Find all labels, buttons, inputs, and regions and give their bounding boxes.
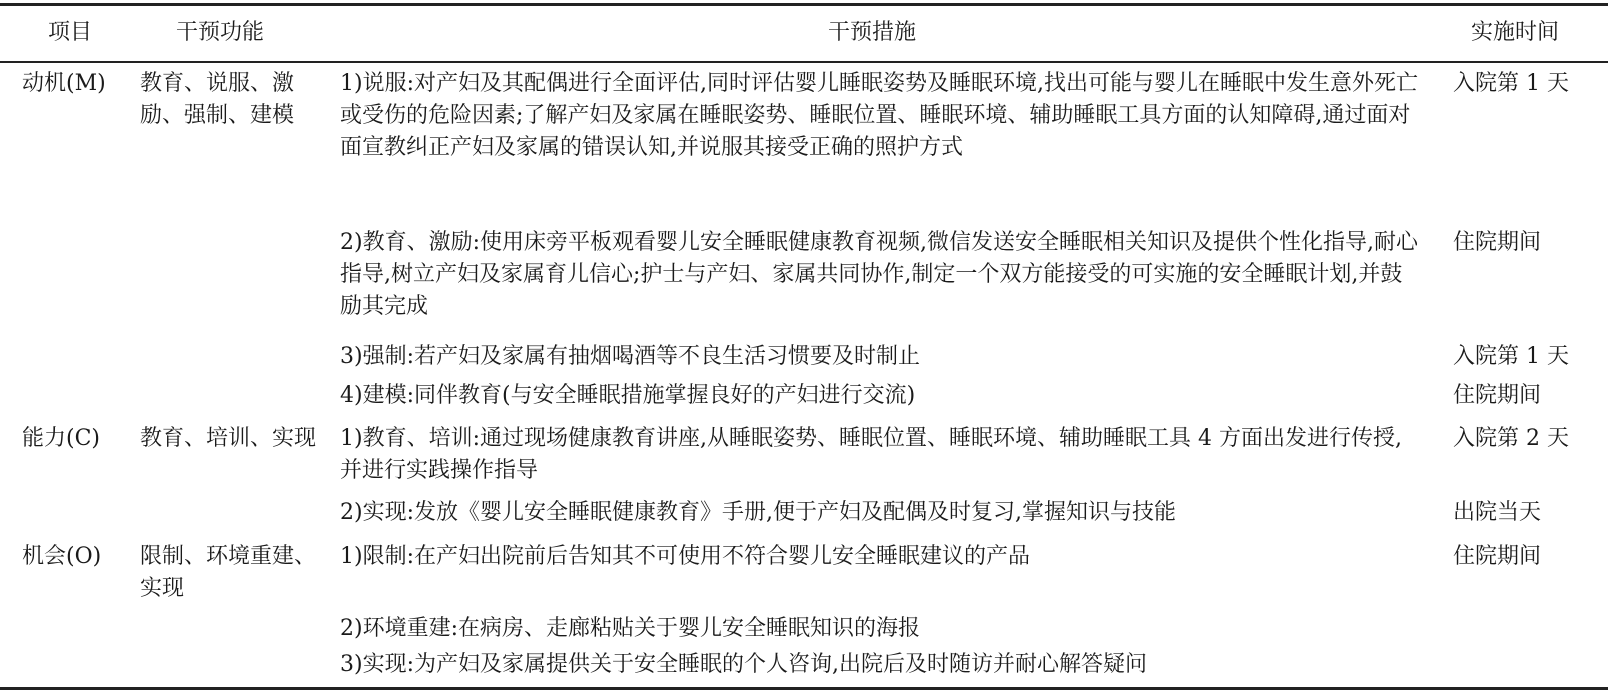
row-measure: 1)限制:在产妇出院前后告知其不可使用不符合婴儿安全睡眠建议的产品 bbox=[340, 544, 1030, 569]
row-measure: 1)教育、培训:通过现场健康教育讲座,从睡眠姿势、睡眠位置、睡眠环境、辅助睡眠工具 4 方面出发进行传授,并进行实践操作指导 bbox=[340, 426, 1402, 483]
table-top-rule bbox=[0, 3, 1608, 6]
row-measure: 3)强制:若产妇及家属有抽烟喝酒等不良生活习惯要及时制止 bbox=[340, 344, 920, 369]
row-item-capability: 能力(C) bbox=[22, 426, 100, 451]
row-function-line1: 教育、说服、激 bbox=[140, 71, 295, 96]
row-function: 教育、培训、实现 bbox=[140, 426, 317, 451]
row-measure: 4)建模:同伴教育(与安全睡眠措施掌握良好的产妇进行交流) bbox=[340, 383, 916, 408]
header-function: 干预功能 bbox=[176, 20, 265, 45]
row-function-line2: 实现 bbox=[140, 576, 185, 601]
table-header-rule bbox=[0, 61, 1608, 63]
row-time: 住院期间 bbox=[1453, 544, 1542, 569]
row-time: 入院第 1 天 bbox=[1453, 71, 1569, 96]
row-time: 出院当天 bbox=[1453, 500, 1542, 525]
row-measure: 1)说服:对产妇及其配偶进行全面评估,同时评估婴儿睡眠姿势及睡眠环境,找出可能与婴儿在睡眠中发生意外死亡或受伤的危险因素;了解产妇及家属在睡眠姿势、睡眠位置、睡眠环境、辅助睡眠工具方面的认知障碍,通过面对面宣教纠正产妇及家属的错误认知,并说服其接受正确的照护方式 bbox=[340, 71, 1418, 160]
header-time: 实施时间 bbox=[1471, 20, 1560, 45]
row-measure: 2)教育、激励:使用床旁平板观看婴儿安全睡眠健康教育视频,微信发送安全睡眠相关知识及提供个性化指导,耐心指导,树立产妇及家属育儿信心;护士与产妇、家属共同协作,制定一个双方能接受的可实施的安全睡眠计划,并鼓励其完成 bbox=[340, 230, 1418, 319]
header-measure: 干预措施 bbox=[828, 20, 917, 45]
row-function-line2: 励、强制、建模 bbox=[140, 103, 295, 128]
row-measure: 2)实现:发放《婴儿安全睡眠健康教育》手册,便于产妇及配偶及时复习,掌握知识与技能 bbox=[340, 500, 1176, 525]
row-function-line1: 限制、环境重建、 bbox=[140, 544, 317, 569]
row-time: 入院第 2 天 bbox=[1453, 426, 1569, 451]
table-bottom-rule bbox=[0, 687, 1608, 690]
row-measure: 2)环境重建:在病房、走廊粘贴关于婴儿安全睡眠知识的海报 bbox=[340, 616, 920, 641]
row-item-motivation: 动机(M) bbox=[22, 71, 106, 96]
row-time: 入院第 1 天 bbox=[1453, 344, 1569, 369]
row-time: 住院期间 bbox=[1453, 230, 1542, 255]
header-item: 项目 bbox=[48, 20, 93, 45]
row-time: 住院期间 bbox=[1453, 383, 1542, 408]
row-item-opportunity: 机会(O) bbox=[22, 544, 102, 569]
row-measure: 3)实现:为产妇及家属提供关于安全睡眠的个人咨询,出院后及时随访并耐心解答疑问 bbox=[340, 652, 1147, 677]
